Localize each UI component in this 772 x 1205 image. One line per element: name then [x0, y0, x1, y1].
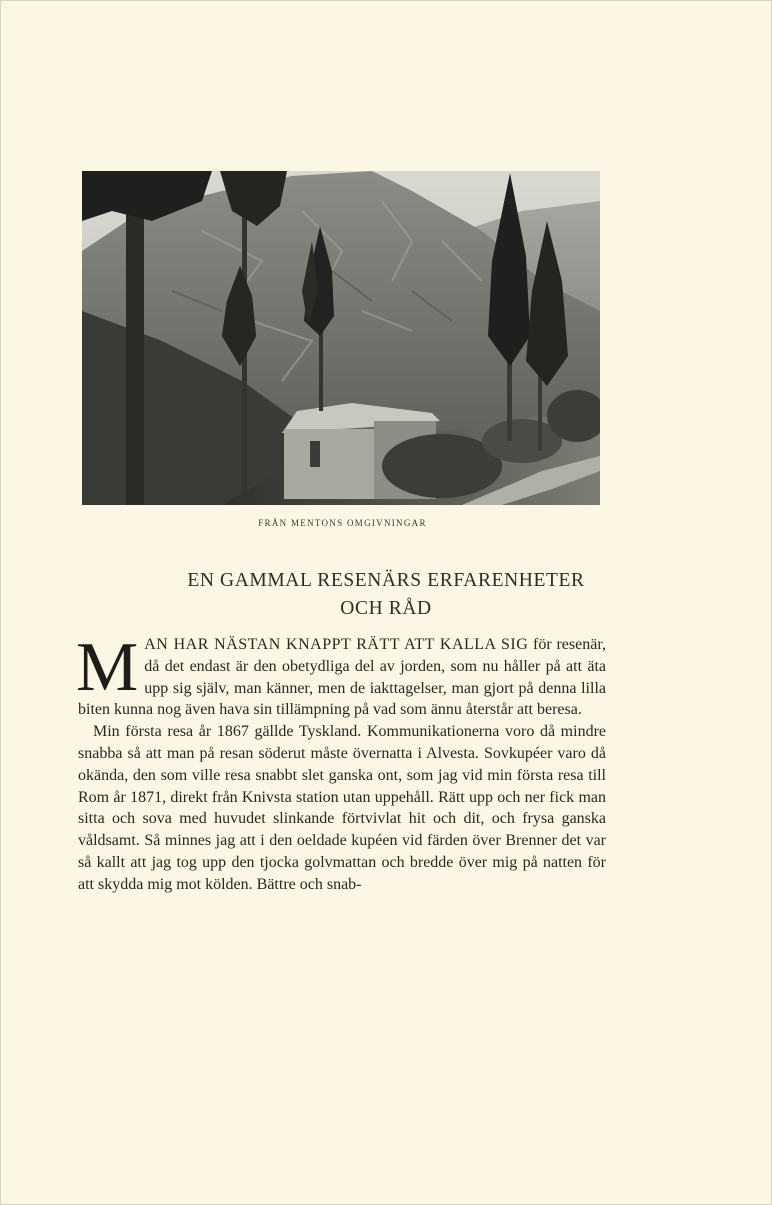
paragraph-2: Min första resa år 1867 gällde Tyskland. Kommunikationerna voro då mindre snabba så att man på resan söderut måste övernatta i Alvesta. Sovkupéer varo då okända, den som ville resa snabbt slet ganska ont, som jag vid min första resa till Rom år 1871, direkt från Knivsta station utan uppehåll. Rätt upp och ner fick man sitta och sova med huvudet slinkande förtvivlat hit och dit, och frysa ganska våldsamt. Så minnes jag att i den oeldade kupéen vid färden över Brenner det var så kallt att jag tog upp den tjocka golvmattan och bredde över mig på natten för att skydda mig mot kölden. Bättre och snab- [78, 723, 606, 893]
chapter-title-line-2: OCH RÅD [340, 598, 432, 619]
paragraph-1-text: för resenär, då det endast är den obetydliga del av jorden, som nu håller på att äta upp sig själv, man känner, men de iakttagelser, man gjort på denna lilla biten kunna nog även hava sin tillämpning på vad som ännu återstår att beresa. [78, 636, 607, 719]
illustration-caption: FRÅN MENTONS OMGIVNINGAR [258, 518, 427, 528]
chapter-title-line-1: EN GAMMAL RESENÄRS ERFARENHETER [187, 570, 585, 591]
illustration-plate [82, 171, 600, 505]
lead-in-caps: AN HAR NÄSTAN KNAPPT RÄTT ATT KALLA SIG [144, 636, 529, 653]
chapter-title [61, 567, 711, 623]
paragraph-1 [76, 629, 607, 721]
drop-cap: M [76, 629, 139, 706]
landscape-photo-icon [82, 171, 600, 505]
body-text [76, 629, 607, 896]
